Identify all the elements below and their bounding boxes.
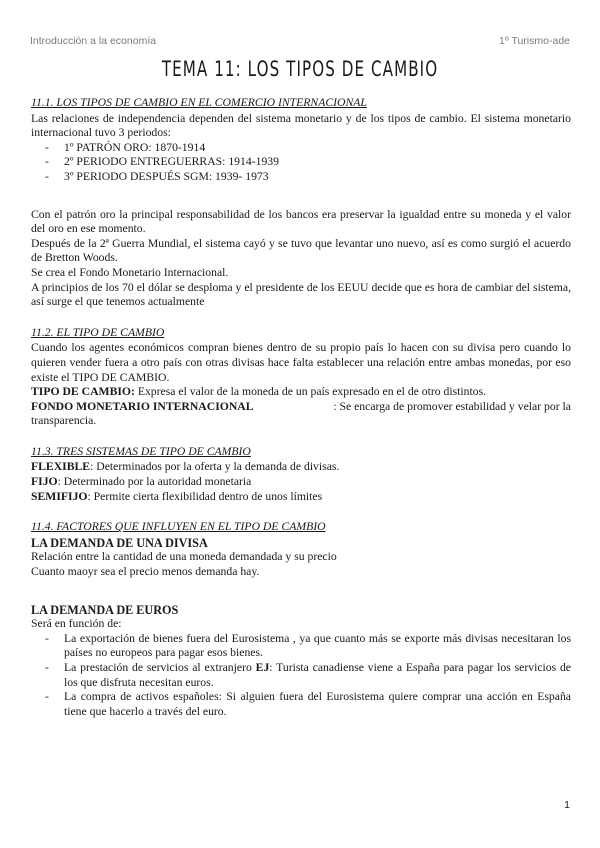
document-body xyxy=(31,96,571,719)
paragraph: Cuando los agentes económicos compran bienes dentro de su propio país lo hacen con su divisa pero cuando lo quieren vender fuera a otro país con otras divisas hace falta establecer una relación entre ambas monedas, por eso existe el TIPO DE CAMBIO. xyxy=(31,341,571,384)
section-1-intro: Las relaciones de independencia dependen del sistema monetario y de los tipos de cambio. El sistema monetario internacional tuvo 3 periodos: xyxy=(31,111,571,140)
course-name: Introducción a la economía xyxy=(30,35,157,47)
list-item xyxy=(31,661,571,690)
definition-text: : Se encarga de promover estabilidad y velar por la xyxy=(333,399,571,413)
system-item xyxy=(31,460,571,475)
euro-demand-list xyxy=(31,632,571,720)
running-header xyxy=(30,35,570,47)
paragraph: Se crea el Fondo Monetario Internacional. xyxy=(31,265,229,279)
subheading-demanda-euros: LA DEMANDA DE EUROS xyxy=(31,602,179,617)
page-number: 1 xyxy=(564,799,570,811)
paragraph: Después de la 2ª Guerra Mundial, el sistema cayó y se tuvo que levantar uno nuevo, así es como surgió el acuerdo de Bretton Woods. xyxy=(31,236,571,265)
definition-text: Expresa el valor de la moneda de un país expresado en el de otro distintos. xyxy=(134,385,487,399)
definition-tipo-de-cambio xyxy=(31,385,571,400)
paragraph: Será en función de: xyxy=(31,617,122,631)
section-heading-11-2: 11.2. EL TIPO DE CAMBIO xyxy=(31,325,165,339)
subheading-demanda-divisa: LA DEMANDA DE UNA DIVISA xyxy=(31,535,208,550)
system-term: FLEXIBLE xyxy=(31,460,91,474)
document-title: TEMA 11: LOS TIPOS DE CAMBIO xyxy=(161,57,439,81)
course-group: 1º Turismo-ade xyxy=(499,35,570,47)
paragraph: A principios de los 70 el dólar se desploma y el presidente de los EEUU decide que es hora de cambiar del sistema, así surge el que tenemos actualmente xyxy=(31,280,571,309)
system-def: : Determinados por la oferta y la demanda de divisas. xyxy=(90,460,340,474)
system-term: SEMIFIJO xyxy=(31,489,88,503)
example-label: EJ xyxy=(255,661,270,674)
list-item: - 2º PERIODO ENTREGUERRAS: 1914-1939 xyxy=(31,155,571,170)
paragraph: Con el patrón oro la principal responsabilidad de los bancos era preservar la igualdad entre su moneda y el valor del oro en ese momento. xyxy=(31,207,571,236)
section-heading-11-1: 11.1. LOS TIPOS DE CAMBIO EN EL COMERCIO INTERNACIONAL xyxy=(31,96,367,109)
system-item xyxy=(31,475,571,490)
section-heading-11-4: 11.4. FACTORES QUE INFLUYEN EN EL TIPO DE CAMBIO xyxy=(31,520,326,534)
list-item: - 1º PATRÓN ORO: 1870-1914 xyxy=(31,141,571,156)
list-item: - La compra de activos españoles: Si alguien fuera del Eurosistema quiere comprar una acción en España tiene que hacerlo a través del euro. xyxy=(31,690,571,719)
list-item-text: : Turista canadiense viene a España para pagar los servicios de los que disfruta necesitan euros. xyxy=(64,661,571,689)
system-term: FIJO xyxy=(31,475,58,489)
system-def: : Determinado por la autoridad monetaria xyxy=(57,475,252,489)
definition-fmi xyxy=(31,400,571,415)
list-item-text: La prestación de servicios al extranjero xyxy=(64,661,256,674)
list-item: - La exportación de bienes fuera del Eurosistema , ya que cuanto más se exporte más divisas necesitaran los países no europeos para pagar esos bienes. xyxy=(31,632,571,661)
periods-list xyxy=(31,141,571,185)
section-heading-11-3: 11.3. TRES SISTEMAS DE TIPO DE CAMBIO xyxy=(31,444,251,458)
paragraph: Cuanto maoyr sea el precio menos demanda hay. xyxy=(31,565,260,579)
definition-term: FONDO MONETARIO INTERNACIONAL xyxy=(31,399,254,413)
definition-text-continued: transparencia. xyxy=(31,414,97,428)
paragraph: Relación entre la cantidad de una moneda demandada y su precio xyxy=(31,550,337,564)
system-def: : Permite cierta flexibilidad dentro de unos límites xyxy=(87,489,323,503)
list-item: - 3º PERIODO DESPUÉS SGM: 1939- 1973 xyxy=(31,170,571,185)
system-item xyxy=(31,490,571,505)
definition-term: TIPO DE CAMBIO: xyxy=(31,385,135,399)
